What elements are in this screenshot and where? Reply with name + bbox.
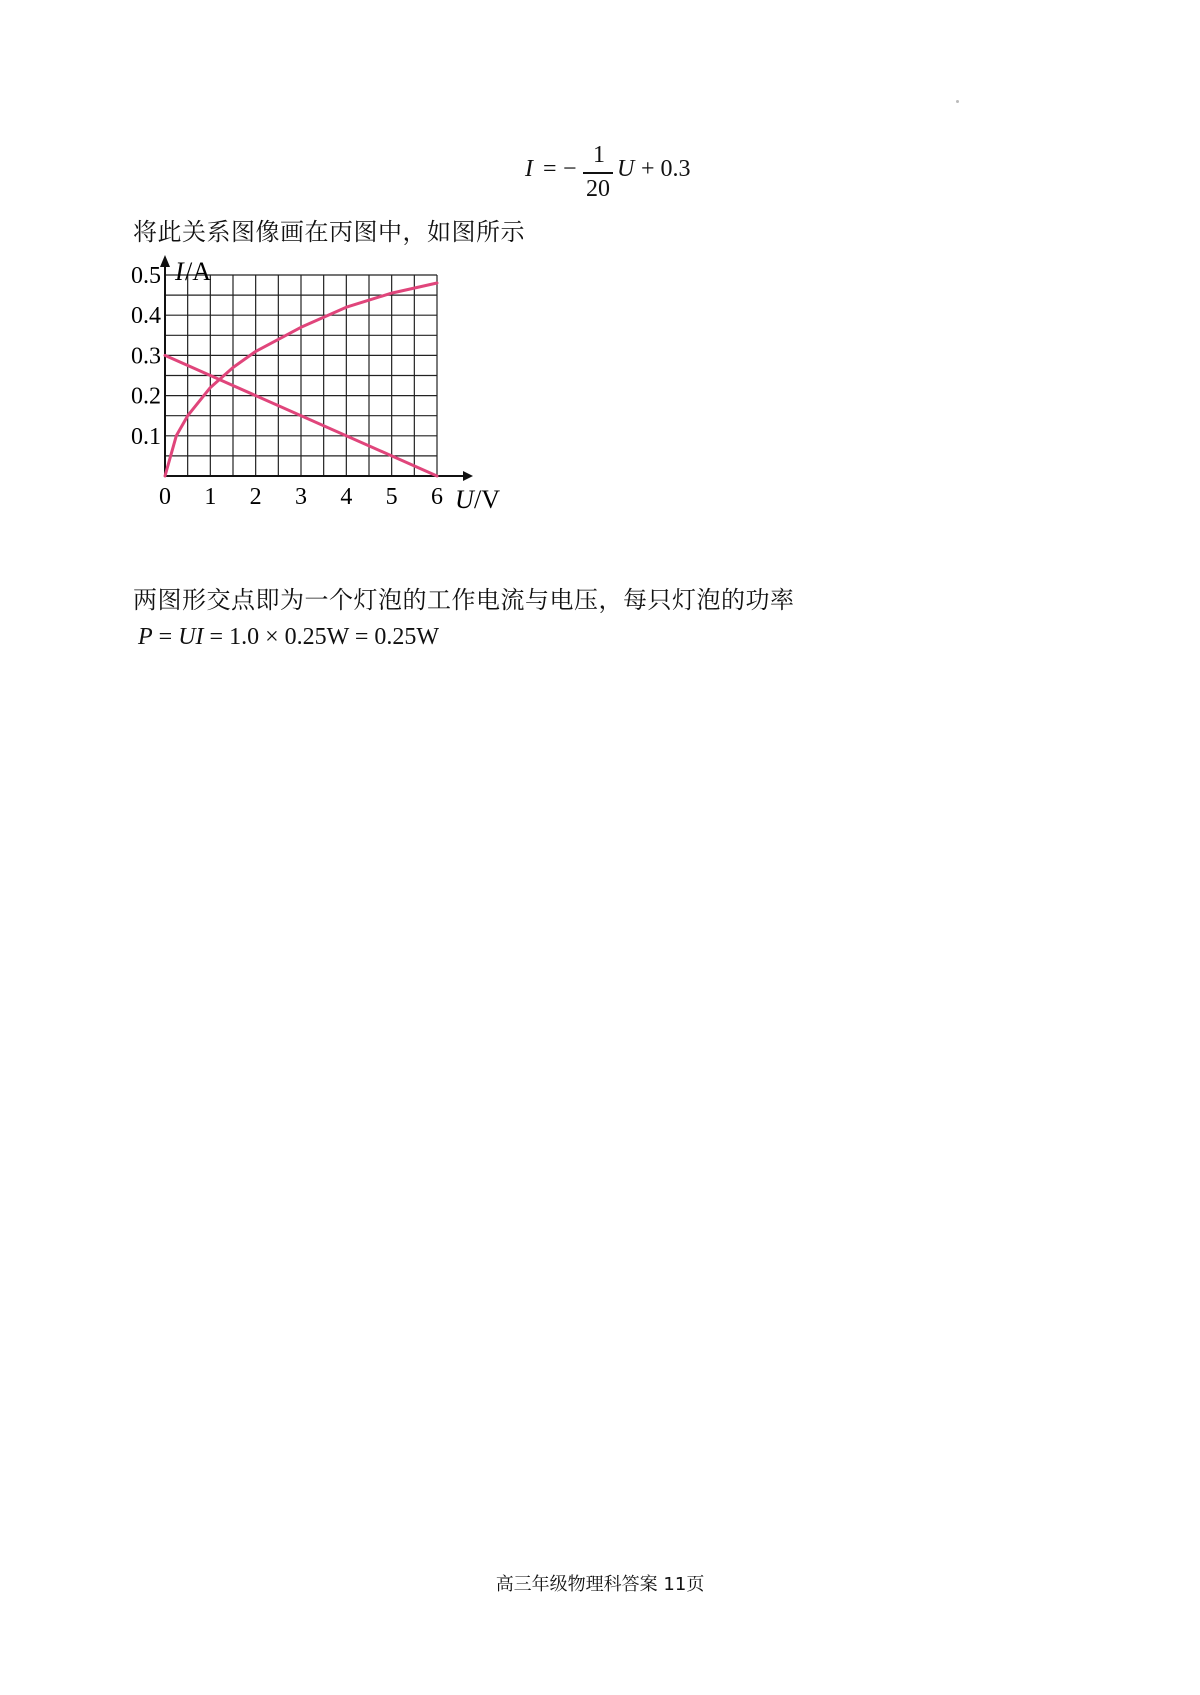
paragraph-intersection: 两图形交点即为一个灯泡的工作电流与电压，每只灯泡的功率 — [133, 586, 795, 614]
formula-constant: + 0.3 — [641, 156, 691, 182]
y-axis-label-var: I — [175, 257, 184, 286]
chart-grid — [165, 275, 437, 476]
y-axis-label-unit: /A — [185, 257, 211, 286]
x-tick-label: 1 — [204, 484, 217, 510]
formula-var-i: I — [525, 156, 533, 182]
paragraph-draw-graph: 将此关系图像画在丙图中，如图所示 — [133, 218, 525, 246]
y-axis-arrow — [160, 255, 170, 267]
x-axis-label-var: U — [455, 485, 474, 514]
fraction-bar — [583, 172, 613, 174]
x-tick-label: 3 — [295, 484, 307, 510]
x-tick-label: 4 — [340, 484, 353, 510]
x-tick-label: 0 — [159, 484, 171, 510]
formula-var-ui: UI — [178, 624, 204, 650]
x-tick-label: 5 — [385, 484, 398, 510]
y-tick-label: 0.4 — [131, 303, 161, 330]
chart-tick-labels — [131, 263, 443, 510]
y-tick-label: 0.5 — [131, 263, 161, 289]
formula-eq: = — [152, 624, 179, 650]
x-axis-label-unit: /V — [474, 485, 500, 514]
x-tick-label: 6 — [431, 484, 443, 510]
formula-power — [138, 624, 439, 651]
fraction-numerator: 1 — [593, 142, 605, 168]
chart-axes — [160, 255, 473, 481]
x-axis-arrow — [463, 471, 473, 481]
y-tick-label: 0.3 — [131, 343, 161, 370]
x-tick-label: 2 — [249, 484, 262, 510]
formula-var-p: P — [138, 624, 153, 650]
page-mark-dot — [956, 100, 959, 103]
y-tick-label: 0.2 — [131, 383, 161, 410]
formula-var-u: U — [617, 156, 635, 182]
iv-chart — [125, 255, 560, 565]
formula-result: = 1.0 × 0.25W = 0.25W — [203, 624, 440, 650]
fraction-denominator: 20 — [586, 176, 610, 202]
page-footer: 高三年级物理科答案 11页 — [495, 1574, 705, 1595]
y-tick-label: 0.1 — [131, 423, 161, 450]
formula-equals: = — [543, 156, 557, 182]
formula-minus: − — [563, 156, 577, 182]
